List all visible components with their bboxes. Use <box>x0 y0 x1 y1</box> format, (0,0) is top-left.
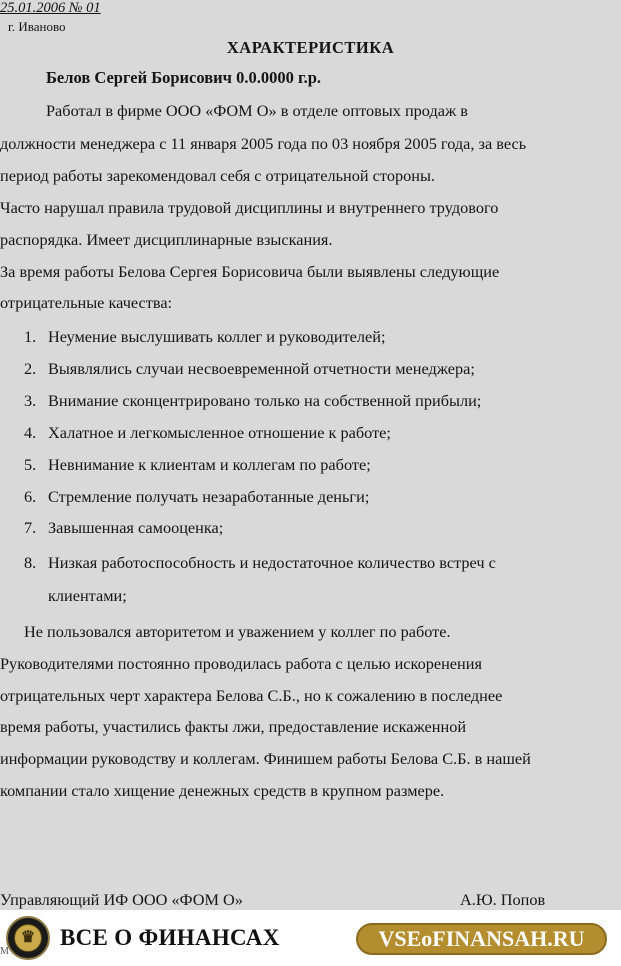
list-item-text: Выявлялись случаи несвоевременной отчетности менеджера; <box>48 359 475 378</box>
list-item-text: Низкая работоспособность и недостаточное количество встреч с <box>48 553 496 572</box>
paragraph2-line: время работы, участились факты лжи, предоставление искаженной <box>0 717 467 736</box>
list-item-number: 2. <box>24 359 37 378</box>
corner-letter: М <box>0 946 9 957</box>
paragraph1-line: распорядка. Имеет дисциплинарные взыскания. <box>0 230 333 249</box>
list-item-text: Стремление получать незаработанные деньги; <box>48 487 370 506</box>
eagle-glyph-icon: ♛ <box>20 929 36 946</box>
document-city: г. Иваново <box>8 19 66 34</box>
paragraph2-line: Руководителями постоянно проводилась работа с целью искоренения <box>0 654 482 673</box>
paragraph1-line: отрицательные качества: <box>0 293 173 312</box>
list-item-number: 1. <box>24 327 37 346</box>
list-item-text: Неумение выслушивать коллег и руководителей; <box>48 327 386 346</box>
list-item-number: 7. <box>24 518 37 537</box>
list-item-number: 6. <box>24 487 37 506</box>
list-item-text: Внимание сконцентрировано только на собственной прибыли; <box>48 391 482 410</box>
list-item-text: Халатное и легкомысленное отношение к работе; <box>48 423 391 442</box>
list-item-number: 4. <box>24 423 37 442</box>
employee-name-line: Белов Сергей Борисович 0.0.0000 г.р. <box>46 68 321 87</box>
paragraph1-line: За время работы Белова Сергея Борисовича были выявлены следующие <box>0 262 500 281</box>
signature-name: А.Ю. Попов <box>460 890 546 909</box>
list-item-number: 5. <box>24 455 37 474</box>
list-item-number: 8. <box>24 553 37 572</box>
site-banner <box>0 910 621 966</box>
list-item-text: Завышенная самооценка; <box>48 518 224 537</box>
paragraph2-line: отрицательных черт характера Белова С.Б., но к сожалению в последнее <box>0 686 503 705</box>
list-item-text: клиентами; <box>48 586 127 605</box>
emblem-inner-circle <box>14 924 42 952</box>
brand-url-right[interactable]: VSEoFINANSAH.RU <box>356 923 607 955</box>
double-headed-eagle-emblem-icon <box>6 916 50 960</box>
brand-name-left: ВСЕ О ФИНАНСАХ <box>60 925 280 950</box>
paragraph2-line: информации руководству и коллегам. Финишем работы Белова С.Б. в нашей <box>0 749 531 768</box>
paragraph1-line: должности менеджера с 11 января 2005 года по 03 ноября 2005 года, за весь <box>0 134 527 153</box>
document-date-number: 25.01.2006 № 01 <box>0 0 101 16</box>
paragraph2-line: Не пользовался авторитетом и уважением у коллег по работе. <box>24 622 451 641</box>
list-item-text: Невнимание к клиентам и коллегам по работе; <box>48 455 371 474</box>
document-title: ХАРАКТЕРИСТИКА <box>226 38 395 57</box>
paragraph1-line: период работы зарекомендовал себя с отрицательной стороны. <box>0 166 435 185</box>
signature-position: Управляющий ИФ ООО «ФОМ О» <box>0 890 243 909</box>
paragraph2-line: компании стало хищение денежных средств в крупном размере. <box>0 781 445 800</box>
paragraph1-line: Работал в фирме ООО «ФОМ О» в отделе оптовых продаж в <box>46 101 468 120</box>
list-item-number: 3. <box>24 391 37 410</box>
paragraph1-line: Часто нарушал правила трудовой дисциплины и внутреннего трудового <box>0 198 499 217</box>
